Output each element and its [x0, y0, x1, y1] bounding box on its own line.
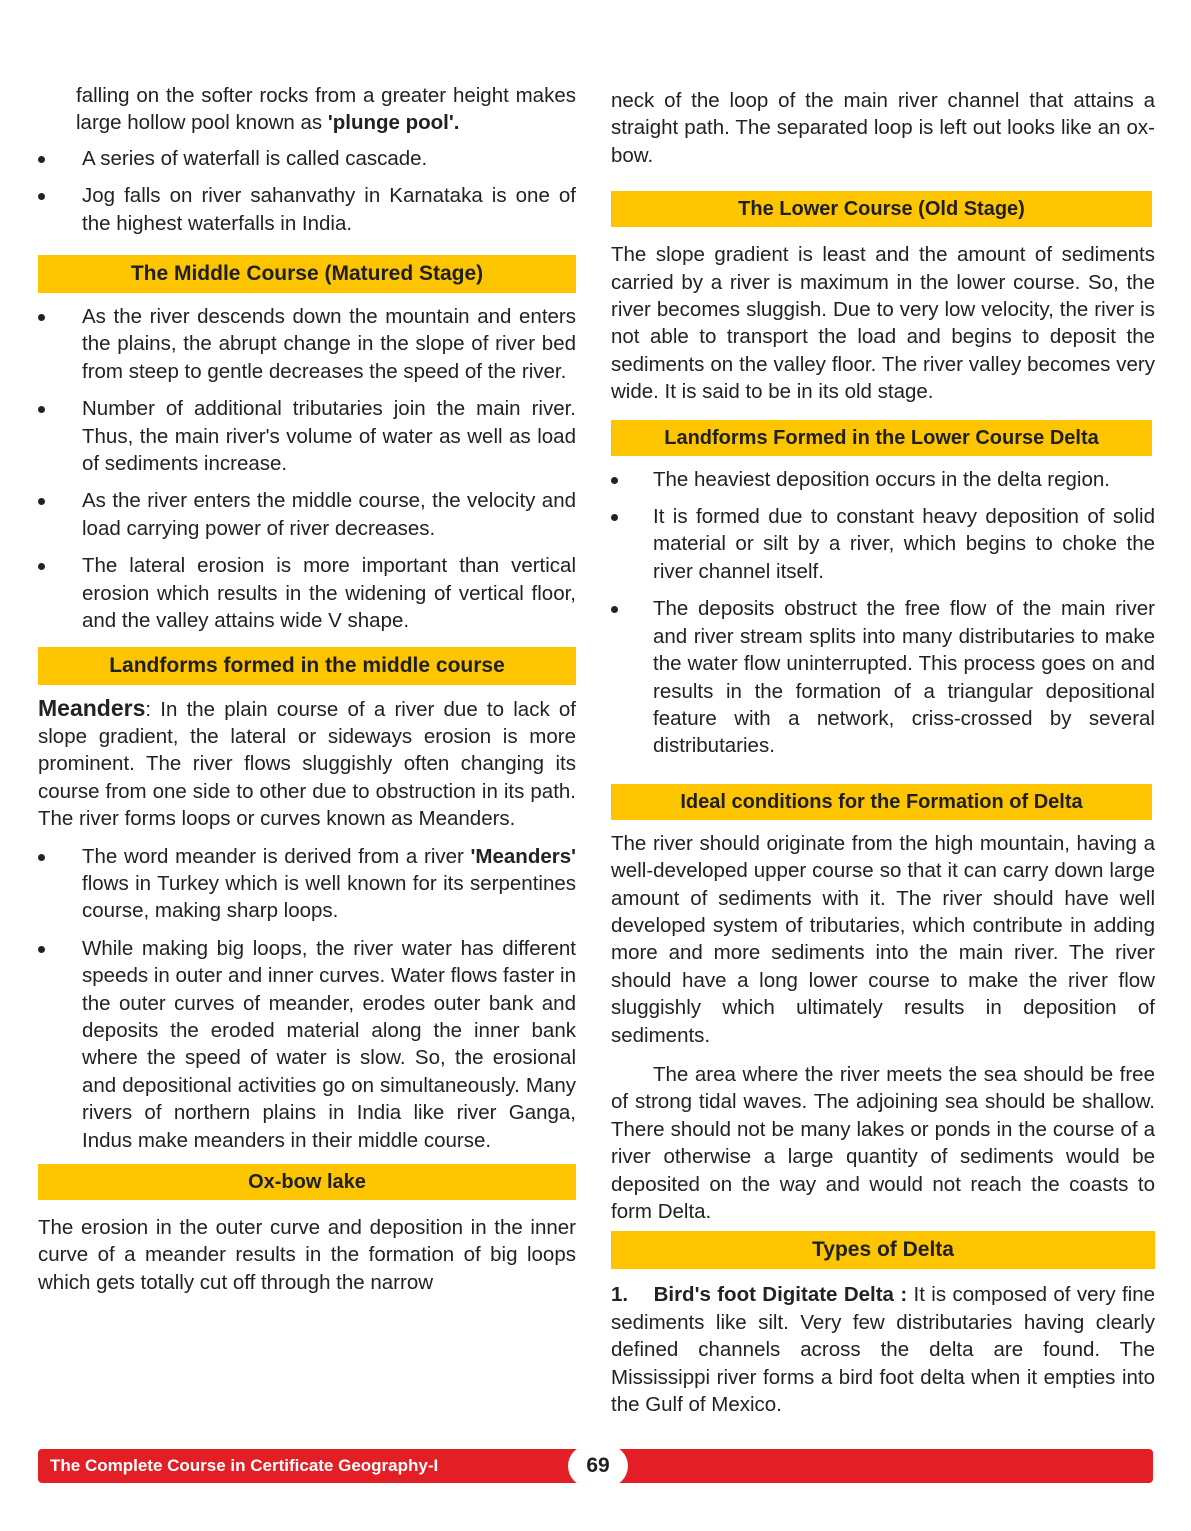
delta-type-item: [611, 1281, 1155, 1418]
page-number: 69: [568, 1445, 628, 1487]
bullet-icon: [38, 193, 45, 200]
paragraph-text: : In the plain course of a river due to lack of slope gradient, the lateral or sideways erosion is more prominent. The river flows sluggishly often changing its course from one side to other due to obstruction in its path. The river forms loops or curves known as Meanders.: [38, 697, 576, 831]
list-item-text: The word meander is derived from a river: [82, 844, 471, 868]
meanders-term: Meanders: [38, 694, 146, 721]
bullet-icon: [38, 563, 45, 570]
list-item-text: As the river enters the middle course, the velocity and load carrying power of river decreases.: [82, 489, 576, 540]
list-item: [611, 595, 1155, 759]
ideal-conditions-paragraph-1: The river should originate from the high mountain, having a well-developed upper course so that it can carry down large amount of sediments with it. The river should have well developed system of tributaries, which contribute in adding more and more sediments into the main river. The river should have a long lower course to make the river flow sluggishly which ultimately results in deposition of sediments.: [611, 831, 1155, 1047]
oxbow-continuation-paragraph: neck of the loop of the main river channel that attains a straight path. The separated loop is left out looks like an ox-bow.: [611, 89, 1155, 167]
section-heading-oxbow: Ox-bow lake: [38, 1164, 576, 1200]
section-heading-lower-course: The Lower Course (Old Stage): [611, 191, 1152, 227]
list-item: [38, 487, 576, 542]
bullet-icon: [38, 314, 45, 321]
list-item-text: flows in Turkey which is well known for its serpentines course, making sharp loops.: [82, 871, 576, 923]
plunge-pool-term: 'plunge pool'.: [327, 111, 460, 135]
bullet-icon: [38, 946, 45, 953]
bullet-icon: [38, 156, 45, 163]
list-item: [38, 182, 576, 237]
bullet-icon: [611, 606, 618, 613]
page-footer: [38, 1449, 1153, 1483]
list-item: [611, 503, 1155, 585]
bullet-icon: [611, 514, 618, 521]
list-item-text: Number of additional tributaries join the main river. Thus, the main river's volume of water as well as load of sediments increase.: [82, 397, 576, 476]
list-item-text: While making big loops, the river water has different speeds in outer and inner curves. Water flows faster in the outer curves of meander, erodes outer bank and deposits the eroded material along the inner bank where the speed of water is slow. So, the erosional and depositional activities go on simultaneously. Many rivers of northern plains in India like river Ganga, Indus make meanders in their middle course.: [82, 936, 576, 1152]
right-column: [611, 87, 1155, 1418]
lower-course-paragraph: The slope gradient is least and the amount of sediments carried by a river is maximum in the lower course. So, the river becomes sluggish. Due to very low velocity, the river is not able to transport the load and begins to deposit the sediments on the valley floor. The river valley becomes very wide. It is said to be in its old stage.: [611, 243, 1155, 404]
list-item-text: Jog falls on river sahanvathy in Karnataka is one of the highest waterfalls in India.: [82, 184, 576, 235]
oxbow-paragraph: The erosion in the outer curve and deposition in the inner curve of a meander results in the formation of big loops which gets totally cut off through the narrow: [38, 1216, 576, 1294]
item-number: 1.: [611, 1283, 629, 1307]
section-heading-ideal-conditions: Ideal conditions for the Formation of Delta: [611, 784, 1152, 820]
section-heading-types-of-delta: Types of Delta: [611, 1231, 1155, 1269]
bullet-icon: [38, 854, 45, 861]
list-item: [38, 843, 576, 925]
paragraph-text: falling on the softer rocks from a greater height makes large hollow pool known as: [76, 84, 576, 135]
list-item-text: As the river descends down the mountain and enters the plains, the abrupt change in the slope of river bed from steep to gentle decreases the speed of the river.: [82, 305, 576, 383]
list-item-text: It is formed due to constant heavy deposition of solid material or silt by a river, which begins to choke the river channel itself.: [653, 505, 1155, 583]
list-item: [38, 145, 576, 172]
book-title: The Complete Course in Certificate Geography-I: [50, 1456, 439, 1475]
section-heading-landforms-lower: Landforms Formed in the Lower Course Delta: [611, 420, 1152, 456]
plunge-pool-paragraph: [38, 82, 576, 137]
meanders-river-term: 'Meanders': [470, 844, 576, 868]
list-item: [38, 552, 576, 634]
list-item: [38, 395, 576, 477]
left-column: [38, 82, 576, 1296]
list-item: [38, 935, 576, 1154]
bullet-icon: [38, 406, 45, 413]
list-item-text: The lateral erosion is more important than vertical erosion which results in the widening of vertical floor, and the valley attains wide V shape.: [82, 554, 576, 633]
section-heading-middle-course: The Middle Course (Matured Stage): [38, 255, 576, 293]
bullet-icon: [611, 477, 618, 484]
delta-type-term: Bird's foot Digitate Delta :: [653, 1283, 908, 1307]
list-item-text: A series of waterfall is called cascade.: [82, 146, 428, 170]
list-item: [38, 303, 576, 385]
section-heading-landforms-middle: Landforms formed in the middle course: [38, 647, 576, 685]
list-item: [611, 466, 1155, 493]
ideal-conditions-paragraph-2: The area where the river meets the sea should be free of strong tidal waves. The adjoining sea should be shallow. There should not be many lakes or ponds in the course of a river otherwise a large quantity of sediments would be deposited on the way and would not reach the coasts to form Delta.: [611, 1062, 1155, 1223]
list-item-text: The deposits obstruct the free flow of the main river and river stream splits into many distributaries to make the water flow uninterrupted. This process goes on and results in the formation of a triangular depositional feature with a network, criss-crossed by several distributaries.: [653, 597, 1155, 758]
meanders-paragraph: [38, 695, 576, 833]
bullet-icon: [38, 498, 45, 505]
list-item-text: The heaviest deposition occurs in the delta region.: [653, 467, 1110, 491]
paragraph-text: It is composed of very fine sediments like silt. Very few distributaries having clearly defined channels across the delta are found. The Mississippi river forms a bird foot delta when it empties into the Gulf of Mexico.: [611, 1283, 1156, 1417]
